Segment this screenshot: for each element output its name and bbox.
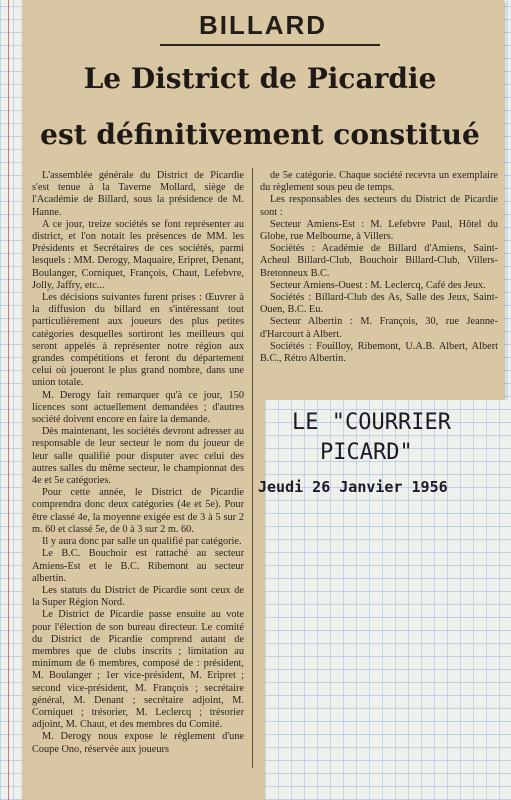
article-paragraph: Le B.C. Bouchoir est rattaché au secteur Amiens-Est et le B.C. Ribemont au secteur albertin.	[32, 548, 244, 584]
article-paragraph: de 5e catégorie. Chaque société recevra un exemplaire du règlement sous peu de temps.	[260, 170, 498, 194]
handwritten-source-line-2: PICARD"	[320, 440, 413, 465]
article-paragraph: Pour cette année, le District de Picardie comprendra donc deux catégories (4e et 5e). Pour être classé 4e, la moyenne exigée est de 3 à 5 sur 2 m. 60 et classé 5e, de 0 à 3 sur 2 m. 60.	[32, 487, 244, 535]
section-rule	[160, 44, 380, 46]
article-paragraph: M. Derogy fait remarquer qu'à ce jour, 150 licences sont actuellement demandées ; d'autres société doivent encore en faire la demande.	[32, 389, 244, 426]
headline-line-1: Le District de Picardie	[83, 62, 437, 95]
article-paragraph: Sociétés : Fouilloy, Ribemont, U.A.B. Albert, Albert B.C., Rétro Albertin.	[260, 340, 498, 365]
handwritten-source-line-1: LE "COURRIER	[292, 410, 451, 435]
article-paragraph: Secteur Albertin : M. François, 30, rue Jeanne-d'Harcourt à Albert.	[260, 316, 498, 340]
article-paragraph: Les statuts du District de Picardie sont ceux de la Super Région Nord.	[32, 584, 244, 609]
handwritten-date: Jeudi 26 Janvier 1956	[258, 478, 448, 496]
article-paragraph: Sociétés : Billard-Club des As, Salle des Jeux, Saint-Ouen, B.C. Eu.	[260, 292, 498, 316]
column-divider	[252, 168, 253, 768]
article-paragraph: Secteur Amiens-Est : M. Lefebvre Paul, Hôtel du Globe, rue Melbourne, à Villers.	[260, 218, 498, 243]
article-paragraph: L'assemblée générale du District de Picardie s'est tenue à la Taverne Mollard, siège de l'Académie de Billard, sous la présidence de M. Hanne.	[32, 170, 244, 218]
article-paragraph: Dès maintenant, les sociétés devront adresser au responsable de leur secteur le nom du joueur de leur salle qualifié pour disputer avec celui des autres salles du même secteur, le championnat des 4e et 5e catégories.	[32, 426, 244, 487]
headline-line-2: est définitivement constitué	[40, 118, 480, 151]
article-paragraph: A ce jour, treize sociétés se font représenter au district, et l'on notait les présences de MM. les Présidents et Secrétaires de ces sociétés, parmi lesquels : MM. Derogy, Maquaire, Eripret, Denant, Boulanger, Corniquet, François, Chaut, Lefebvre, Jolly, Jaffry, etc...	[32, 218, 244, 291]
article-paragraph: Le District de Picardie passe ensuite au vote pour l'élection de son bureau directeur. Le comité du District de Picardie comprend autant de membres que de clubs inscrits ; limitation au minimum de 6 membres, composé de : président, M. Boulanger ; 1er vice-président, M. Eripret ; second vice-président, M. François ; secrétaire général, M. Denant ; secrétaire adjoint, M. Corniquet ; trésorier, M. Leclercq ; trésorier adjoint, M. Chaut, et des membres du Comité.	[32, 609, 244, 731]
article-paragraph: Il y aura donc par salle un qualifié par catégorie.	[42, 536, 242, 548]
article-paragraph: M. Derogy nous expose le règlement d'une Coupe Ono, réservée aux joueurs	[32, 731, 244, 755]
article-right-column	[260, 170, 498, 398]
section-heading: BILLARD	[198, 10, 328, 40]
article-paragraph: Les responsables des secteurs du District de Picardie sont :	[260, 194, 498, 218]
article-left-column	[32, 170, 244, 796]
article-paragraph: Secteur Amiens-Ouest : M. Leclercq, Café des Jeux.	[270, 279, 486, 291]
article-paragraph: Les décisions suivantes furent prises : Œuvrer à la diffusion du billard en s'intéressant tout particulièrement aux joueurs des plus petites catégories desquelles sortiront les meilleurs qui seront appelés à représenter notre région aux grandes compétitions et feront du département celui où joueront le plus grand nombre, dans une union totale.	[32, 292, 244, 389]
notebook-margin-line	[8, 0, 9, 800]
article-paragraph: Sociétés : Académie de Billard d'Amiens, Saint-Acheul Billard-Club, Bouchoir Billard-Club, Villers-Bretonneux B.C.	[260, 243, 498, 279]
